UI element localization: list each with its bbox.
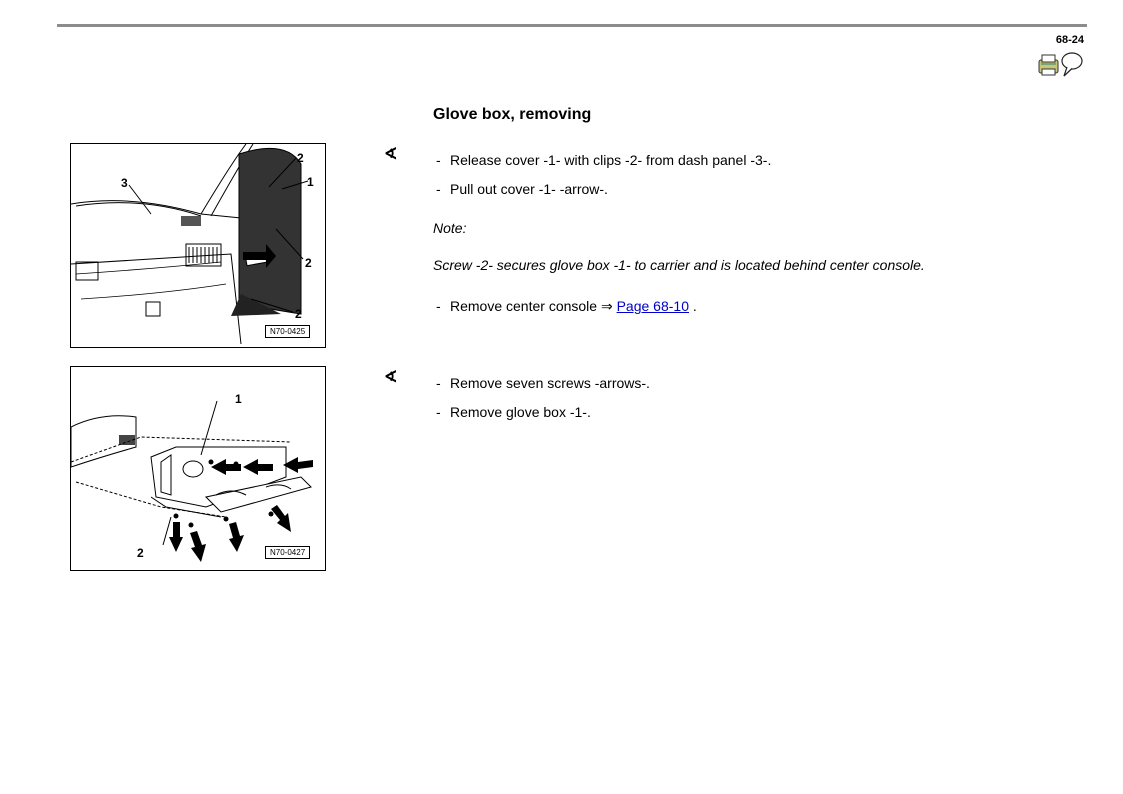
- figure-glove-box: [70, 366, 326, 571]
- fig1-label-2c: 2: [295, 307, 302, 321]
- figure-caption: N70-0427: [265, 546, 310, 559]
- step-pull-out-cover: - Pull out cover -1- -arrow-.: [436, 181, 608, 197]
- speech-bubble-icon[interactable]: [1062, 53, 1082, 76]
- glove-box-illustration: [71, 367, 325, 570]
- header-toolbar: [1036, 50, 1086, 80]
- fig1-label-2b: 2: [305, 256, 312, 270]
- page-number: 68-24: [1055, 34, 1084, 46]
- fig1-label-3: 3: [121, 176, 128, 190]
- fig2-label-1: 1: [235, 392, 242, 406]
- note-text: Screw -2- secures glove box -1- to carrier and is located behind center console.: [433, 257, 925, 273]
- pointer-arrow-icon: ∢: [384, 369, 398, 386]
- pointer-arrow-icon: ∢: [384, 146, 398, 163]
- figure-caption: N70-0425: [265, 325, 310, 338]
- header-rule: [57, 24, 1087, 27]
- step-remove-console: - Remove center console ⇒ Page 68-10 .: [436, 298, 697, 314]
- section-title: Glove box, removing: [433, 106, 592, 123]
- page-link[interactable]: Page 68-10: [616, 298, 689, 314]
- step-release-cover: - Release cover -1- with clips -2- from dash panel -3-.: [436, 152, 772, 168]
- dash-panel-illustration: [71, 144, 325, 347]
- fig1-label-2a: 2: [297, 151, 304, 165]
- printer-icon[interactable]: [1039, 55, 1058, 75]
- note-heading: Note:: [433, 220, 467, 236]
- fig2-label-2: 2: [137, 546, 144, 560]
- fig1-label-1: 1: [307, 175, 314, 189]
- step-remove-screws: - Remove seven screws -arrows-.: [436, 375, 650, 391]
- figure-dash-cover: [70, 143, 326, 348]
- step-remove-glove-box: - Remove glove box -1-.: [436, 404, 591, 420]
